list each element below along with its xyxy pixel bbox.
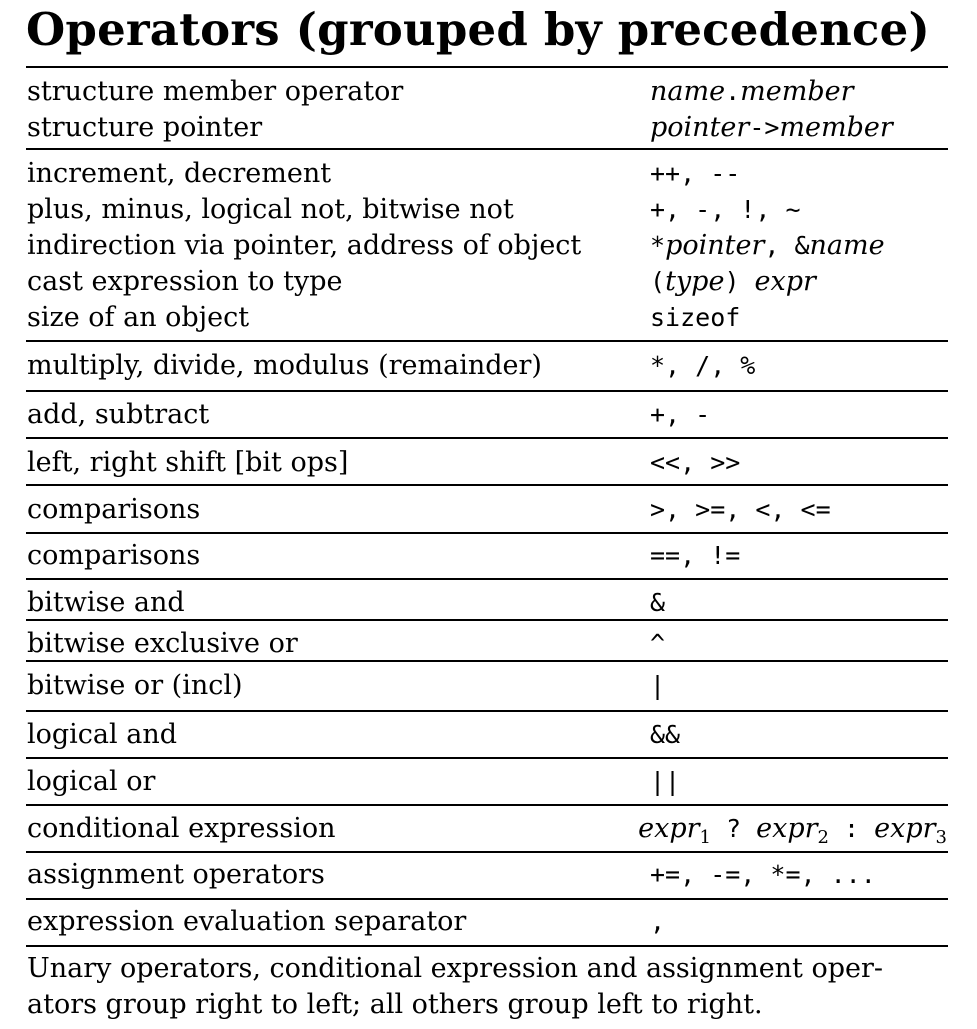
operator-syntax bbox=[650, 626, 665, 662]
divider bbox=[26, 757, 948, 759]
operator-description: conditional expression bbox=[27, 813, 336, 844]
operator-syntax bbox=[650, 156, 740, 192]
operator-token: member bbox=[740, 76, 854, 107]
operator-token: expr bbox=[874, 813, 936, 844]
operator-token: +, - bbox=[650, 400, 711, 429]
operator-description: structure member operator bbox=[27, 76, 404, 107]
operator-syntax bbox=[650, 192, 801, 228]
divider bbox=[26, 578, 948, 580]
operator-description: bitwise and bbox=[27, 587, 185, 618]
operator-syntax bbox=[650, 264, 816, 300]
operator-token: && bbox=[650, 720, 681, 749]
divider bbox=[26, 66, 948, 68]
divider bbox=[26, 484, 948, 486]
operator-token: * bbox=[650, 231, 666, 260]
divider bbox=[26, 804, 948, 806]
operator-token: +, -, !, ~ bbox=[650, 195, 801, 224]
divider bbox=[26, 898, 948, 900]
operator-token: pointer bbox=[650, 112, 750, 143]
operator-token: member bbox=[779, 112, 893, 143]
operator-syntax bbox=[650, 764, 680, 800]
operator-syntax bbox=[650, 538, 740, 574]
operator-description: bitwise or (incl) bbox=[27, 670, 243, 701]
operator-token: , bbox=[650, 907, 666, 936]
operator-description: left, right shift [bit ops] bbox=[27, 447, 349, 478]
operator-description: expression evaluation separator bbox=[27, 906, 467, 937]
operator-syntax bbox=[650, 74, 854, 110]
operator-description: comparisons bbox=[27, 494, 201, 525]
divider bbox=[26, 710, 948, 712]
operator-token: 3 bbox=[935, 827, 947, 848]
operator-token: : bbox=[828, 814, 875, 843]
operator-syntax bbox=[650, 228, 885, 264]
operator-token: name bbox=[809, 230, 885, 261]
operator-description: plus, minus, logical not, bitwise not bbox=[27, 194, 514, 225]
divider bbox=[26, 945, 948, 947]
operator-token: || bbox=[650, 767, 681, 796]
operator-description: size of an object bbox=[27, 302, 250, 333]
operator-token: -> bbox=[749, 113, 780, 142]
operator-syntax bbox=[650, 717, 680, 753]
operator-token: ( bbox=[650, 267, 666, 296]
operator-token: >, >=, <, <= bbox=[650, 495, 831, 524]
operator-token: *, /, % bbox=[650, 351, 756, 380]
divider bbox=[26, 390, 948, 392]
operator-token: 2 bbox=[817, 827, 829, 848]
operator-syntax bbox=[650, 904, 665, 940]
operator-token: . bbox=[725, 77, 741, 106]
operator-token: type bbox=[665, 266, 725, 297]
operator-token: , & bbox=[764, 231, 810, 260]
footnote-line: ators group right to left; all others group left to right. bbox=[27, 989, 763, 1020]
operator-syntax bbox=[650, 668, 665, 704]
operator-token: <<, >> bbox=[650, 448, 741, 477]
divider bbox=[26, 148, 948, 150]
divider bbox=[26, 660, 948, 662]
operator-syntax bbox=[650, 445, 740, 481]
operator-description: multiply, divide, modulus (remainder) bbox=[27, 350, 542, 381]
operator-description: increment, decrement bbox=[27, 158, 332, 189]
operator-description: assignment operators bbox=[27, 859, 325, 890]
operator-token: ? bbox=[710, 814, 757, 843]
operator-token: 1 bbox=[699, 827, 711, 848]
operator-syntax bbox=[650, 397, 710, 433]
divider bbox=[26, 340, 948, 342]
operator-syntax bbox=[650, 110, 893, 146]
footnote-line: Unary operators, conditional expression and assignment oper- bbox=[27, 953, 884, 984]
operator-syntax bbox=[650, 585, 665, 621]
operator-token: sizeof bbox=[650, 303, 741, 332]
operator-token: expr bbox=[638, 813, 700, 844]
operator-token: expr bbox=[754, 266, 816, 297]
operator-token: | bbox=[650, 671, 666, 700]
footnote bbox=[27, 951, 949, 1023]
operator-syntax bbox=[650, 492, 831, 528]
operator-description: indirection via pointer, address of object bbox=[27, 230, 582, 261]
operator-syntax bbox=[638, 811, 947, 847]
operator-description: structure pointer bbox=[27, 112, 263, 143]
operator-token: name bbox=[650, 76, 726, 107]
operator-description: cast expression to type bbox=[27, 266, 343, 297]
operator-description: comparisons bbox=[27, 540, 201, 571]
operator-token: +=, -=, *=, ... bbox=[650, 860, 876, 889]
operator-token: ++, -- bbox=[650, 159, 741, 188]
operator-token: expr bbox=[756, 813, 818, 844]
operator-description: logical or bbox=[27, 766, 156, 797]
operator-token: & bbox=[650, 588, 666, 617]
divider bbox=[26, 619, 948, 621]
page-title: Operators (grouped by precedence) bbox=[26, 3, 930, 56]
divider bbox=[26, 437, 948, 439]
operator-description: add, subtract bbox=[27, 399, 210, 430]
operator-token: ==, != bbox=[650, 541, 741, 570]
operator-token: ^ bbox=[650, 629, 666, 658]
divider bbox=[26, 851, 948, 853]
operator-token: ) bbox=[724, 267, 755, 296]
divider bbox=[26, 532, 948, 534]
operator-syntax bbox=[650, 300, 740, 336]
operator-description: bitwise exclusive or bbox=[27, 628, 298, 659]
operator-syntax bbox=[650, 857, 876, 893]
operator-description: logical and bbox=[27, 719, 178, 750]
operator-syntax bbox=[650, 348, 755, 384]
operator-token: pointer bbox=[665, 230, 765, 261]
